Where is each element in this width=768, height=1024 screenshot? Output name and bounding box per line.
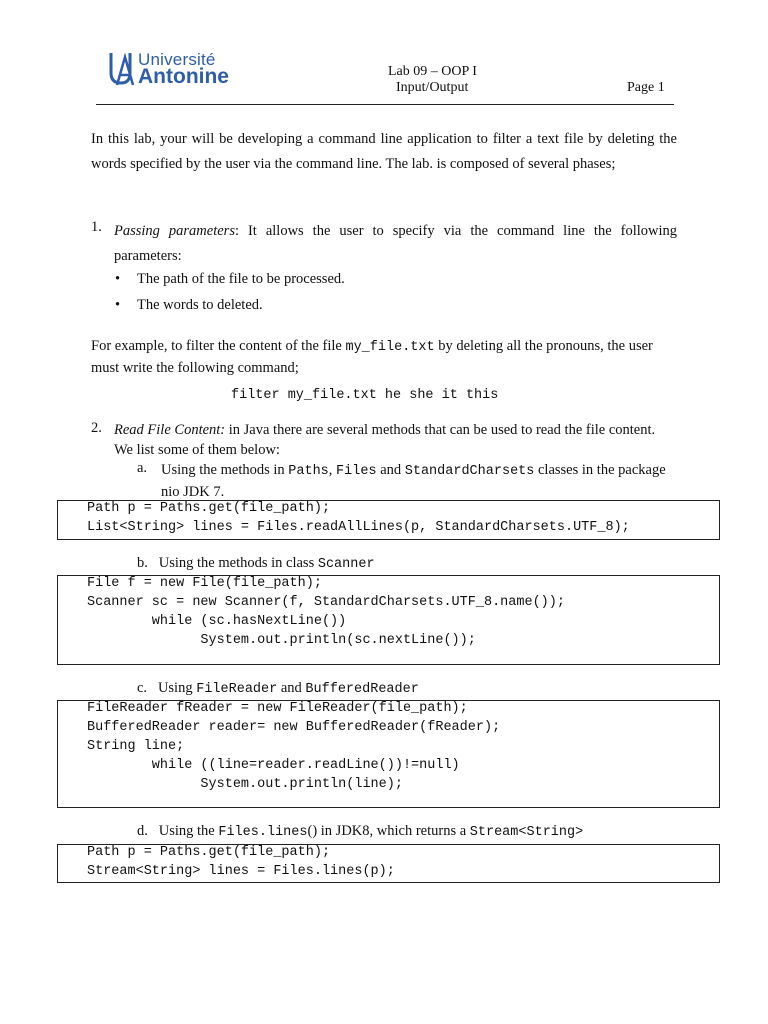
ua-logo-icon (108, 51, 136, 87)
sub-a-code-files: Files (336, 464, 377, 479)
sub-c-code-bufferedreader: BufferedReader (305, 682, 419, 697)
sub-d-text-1: Using the (158, 823, 219, 839)
sub-a-text-3: and (376, 462, 405, 478)
lab-title: Lab 09 – OOP I (388, 64, 477, 79)
item-2-description: in Java there are several methods that can be used to read the file content. We list some of them below: (114, 422, 656, 458)
sub-a-letter: a. (137, 460, 148, 476)
sub-c-letter: c. (137, 680, 148, 696)
sub-d-code-files-lines: Files.lines (218, 825, 308, 840)
sub-a-text-4: classes in the package nio JDK 7. (161, 462, 666, 500)
code-block-a (57, 500, 720, 540)
example-paragraph (91, 336, 681, 378)
bullet-item-words: The words to deleted. (137, 297, 263, 313)
code-line: Path p = Paths.get(file_path); (87, 845, 331, 860)
sub-b-text: Using the methods in class (158, 555, 318, 571)
logo-text-line1: Université (138, 50, 216, 69)
header-divider (96, 104, 674, 105)
code-line: FileReader fReader = new FileReader(file_path); (87, 701, 468, 716)
code-line: File f = new File(file_path); (87, 576, 322, 591)
code-line: Scanner sc = new Scanner(f, StandardCharsets.UTF_8.name()); (87, 595, 565, 610)
bullet-dot: • (115, 297, 121, 313)
sub-a-text-1: Using the methods in (161, 462, 289, 478)
university-logo (108, 46, 258, 92)
item-1-text (114, 219, 677, 269)
code-line: String line; (87, 739, 185, 754)
sub-d-code-stream: Stream<String> (469, 825, 584, 840)
code-line: Path p = Paths.get(file_path); (87, 501, 331, 516)
bullet-dot: • (115, 271, 121, 287)
code-line: while (sc.hasNextLine()) (87, 614, 347, 629)
code-line: while ((line=reader.readLine())!=null) (87, 758, 460, 773)
code-line: Stream<String> lines = Files.lines(p); (87, 864, 395, 879)
sub-c-code-filereader: FileReader (196, 682, 278, 697)
example-filename: my_file.txt (345, 340, 435, 355)
sub-a-code-charsets: StandardCharsets (404, 464, 535, 479)
code-line: List<String> lines = Files.readAllLines(p, StandardCharsets.UTF_8); (87, 520, 630, 535)
item-1-term: Passing parameters (114, 223, 235, 239)
item-2-term: Read File Content: (114, 422, 226, 438)
item-1-number: 1. (91, 219, 102, 235)
logo-text-line2: Antonine (138, 65, 229, 88)
code-block-c (57, 700, 720, 808)
lab-subtitle: Input/Output (396, 80, 469, 95)
sub-d-label (137, 823, 583, 840)
item-2-text (114, 420, 677, 460)
sub-c-text-2: and (277, 680, 306, 696)
code-block-d (57, 844, 720, 883)
bullet-item-file-path: The path of the file to be processed. (137, 271, 345, 287)
sub-b-code-scanner: Scanner (317, 557, 375, 572)
item-2-number: 2. (91, 420, 102, 436)
item-1-description: : It allows the user to specify via the command line the following parameters: (114, 223, 677, 264)
code-line: BufferedReader reader= new BufferedReader(fReader); (87, 720, 501, 735)
sub-b-letter: b. (137, 555, 148, 571)
example-command: filter my_file.txt he she it this (231, 388, 499, 403)
sub-b-label (137, 555, 375, 572)
code-line: System.out.println(sc.nextLine()); (87, 633, 476, 648)
sub-c-label (137, 680, 419, 697)
example-text-after: by deleting all the pronouns, the user must write the following command; (91, 338, 653, 376)
sub-d-letter: d. (137, 823, 148, 839)
code-line: System.out.println(line); (87, 777, 403, 792)
sub-a-label (161, 460, 681, 502)
sub-a-code-paths: Paths (288, 464, 329, 479)
page-number: Page 1 (627, 80, 665, 95)
example-text-before: For example, to filter the content of the file (91, 338, 346, 354)
sub-d-text-2: () in JDK8, which returns a (307, 823, 470, 839)
sub-a-text-2: , (328, 462, 337, 478)
intro-paragraph: In this lab, your will be developing a command line application to filter a text file by deleting the words specified by the user via the command line. The lab. is composed of several phases; (91, 131, 677, 172)
code-block-b (57, 575, 720, 665)
sub-c-text-1: Using (157, 680, 197, 696)
